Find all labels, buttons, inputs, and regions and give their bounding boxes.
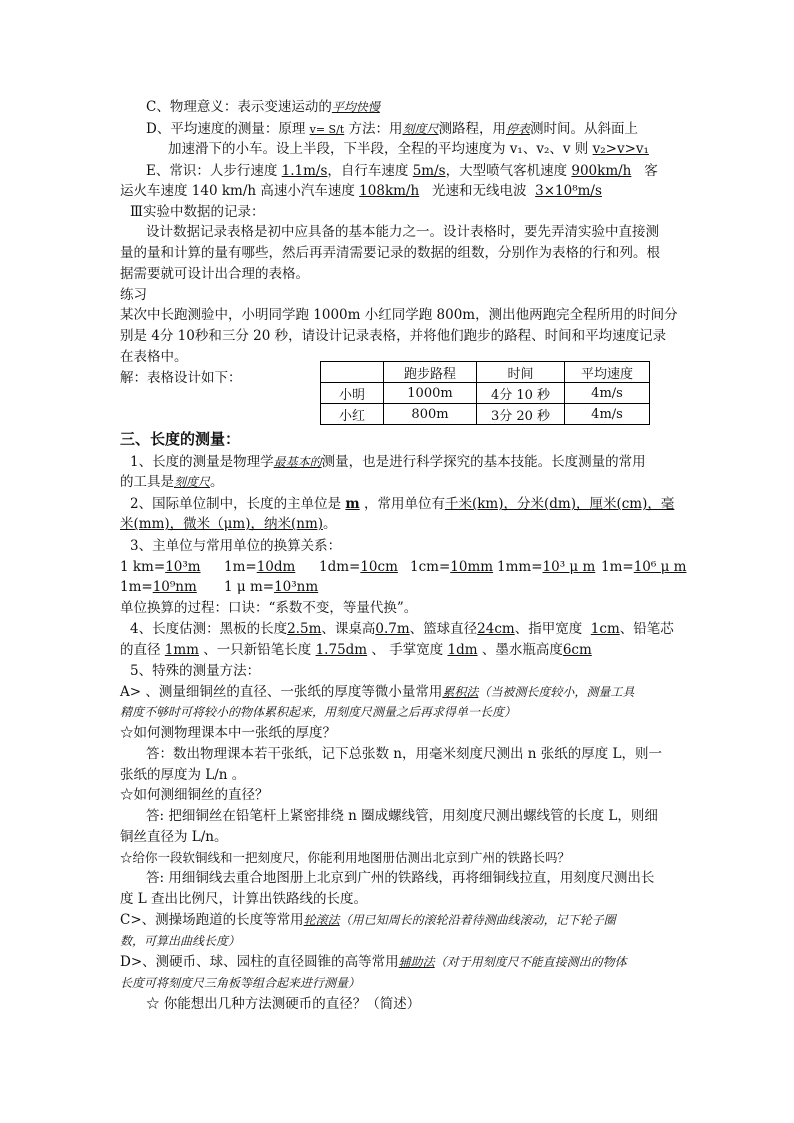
conv-lhs: 1m= bbox=[224, 559, 257, 575]
method-a-text: A> 、测量细铜丝的直径、一张纸的厚度等微小量常用 bbox=[120, 684, 443, 700]
section-3-para-1: 设计数据记录表格是初中应具备的基本能力之一。设计表格时，要先弄清实验中直接测 bbox=[146, 224, 659, 240]
table-cell: 小明 bbox=[321, 383, 384, 404]
e-text-a: E、常识：人步行速度 bbox=[146, 163, 278, 179]
method-c-text: C>、测操场跑道的长度等常用 bbox=[120, 912, 304, 928]
conv-lhs: 1m= bbox=[120, 579, 153, 595]
table-header bbox=[321, 362, 384, 383]
conv-value: 10⁹nm bbox=[152, 579, 197, 595]
l4-text: 、课桌高 bbox=[321, 621, 376, 637]
estimate-board: 2.5m bbox=[287, 621, 322, 637]
conv-lhs: 1dm= bbox=[319, 559, 361, 575]
table-row bbox=[321, 404, 650, 425]
question-paper: ☆如何测物理课本中一张纸的厚度？ bbox=[120, 725, 336, 741]
table-cell: 1000m bbox=[384, 383, 477, 404]
record-table bbox=[320, 361, 650, 425]
question-coin: ☆ 你能想出几种方法测硬币的直径？（简述） bbox=[146, 996, 421, 1012]
l4-text: 、铅笔芯 bbox=[619, 621, 674, 637]
table-cell: 小红 bbox=[321, 404, 384, 425]
answer-map-1: 答: 用细铜线去重合地图册上北京到广州的铁路线，再将细铜线拉直，用刻度尺测出长 bbox=[146, 870, 655, 886]
method-c-name: 轮滚法 bbox=[303, 913, 340, 927]
light-speed: 3×10⁸m/s bbox=[535, 183, 602, 199]
method-a-note-2: 精度不够时可将较小的物体累积起来，用刻度尺测量之后再求得单一长度） bbox=[120, 705, 517, 719]
section-c-line bbox=[146, 99, 380, 116]
section-3-heading: Ⅲ实验中数据的记录： bbox=[130, 204, 265, 220]
estimate-pencil: 1.75dm bbox=[315, 642, 368, 658]
section-d-text-c: 测路程，用 bbox=[438, 121, 507, 137]
method-d-name: 辅助法 bbox=[398, 955, 435, 969]
conversion bbox=[319, 559, 398, 576]
method-d-note: （对于用刻度尺不能直接测出的物体 bbox=[434, 955, 627, 969]
table-cell: 800m bbox=[384, 404, 477, 425]
table-header: 平均速度 bbox=[565, 362, 650, 383]
conv-lhs: 1mm= bbox=[497, 559, 543, 575]
exercise-answer: 解：表格设计如下： bbox=[120, 370, 242, 386]
length-item-2 bbox=[130, 496, 674, 513]
l4-text: 的直径 bbox=[120, 642, 161, 658]
estimate-desk: 0.7m bbox=[375, 621, 410, 637]
length-item-2b bbox=[120, 516, 337, 533]
section-d-line2-text: 加速滑下的小车。设上半段，下半段，全程的平均速度为 v₁、v₂、v 则 bbox=[168, 141, 589, 157]
bike-speed: 5m/s bbox=[412, 163, 446, 179]
method-a-note: （当被测长度较小，测量工具 bbox=[478, 685, 635, 699]
plane-speed: 900km/h bbox=[571, 163, 632, 179]
exercise-heading: 练习 bbox=[120, 287, 147, 303]
conversion bbox=[224, 559, 295, 576]
e-text-c: ，大型喷气客机速度 bbox=[445, 163, 568, 179]
length-heading: 三、长度的测量： bbox=[120, 430, 241, 448]
length-item-3: 3、主单位与常用单位的换算关系： bbox=[130, 538, 342, 554]
length-item-1b bbox=[120, 474, 224, 491]
units-list-1: 千米(km)，分米(dm)，厘米(cm)，毫 bbox=[444, 496, 675, 512]
method-c-note: （用已知周长的滚轮沿着待测曲线滚动，记下轮子圈 bbox=[339, 913, 616, 927]
section-c-label: C、物理意义：表示变速运动的 bbox=[146, 99, 332, 115]
method-a bbox=[120, 684, 634, 701]
table-cell: 4分 10 秒 bbox=[477, 383, 565, 404]
l2-text-a: 2、国际单位制中，长度的主单位是 bbox=[130, 496, 342, 512]
l2-end: 。 bbox=[323, 516, 337, 532]
l4-text: 、墨水瓶高度 bbox=[481, 642, 563, 658]
conv-lhs: 1 μ m= bbox=[224, 579, 275, 595]
conv-value: 10dm bbox=[256, 559, 296, 575]
speed-formula: v= S/t bbox=[309, 123, 345, 136]
table-row bbox=[321, 383, 650, 404]
table-cell: 4m/s bbox=[565, 383, 650, 404]
table-header-row bbox=[321, 362, 650, 383]
conversion-process: 单位换算的过程：口诀：“系数不变，等量代换”。 bbox=[120, 600, 418, 616]
section-3-para-2: 量的量和计算的量有哪些，然后再弄清需要记录的数据的组数，分别作为表格的行和列。根 bbox=[120, 245, 660, 261]
section-d-line2 bbox=[168, 141, 649, 158]
estimate-palm: 1dm bbox=[447, 642, 478, 658]
length-item-1 bbox=[130, 454, 646, 471]
conv-value: 10⁶ μ m bbox=[633, 559, 687, 575]
main-unit: m bbox=[345, 496, 360, 512]
answer-paper-1: 答：数出物理课本若干张纸，记下总张数 n，用毫米刻度尺测出 n 张纸的厚度 L，则一 bbox=[146, 746, 663, 762]
l1-answer: 最基本的 bbox=[273, 455, 322, 469]
section-d-text: D、平均速度的测量：原理 bbox=[146, 121, 306, 137]
conversion bbox=[601, 559, 686, 576]
estimate-nail: 1cm bbox=[590, 621, 620, 637]
answer-wire-2: 铜丝直径为 L/n。 bbox=[120, 829, 228, 845]
conv-value: 10³nm bbox=[274, 579, 319, 595]
table-header: 跑步路程 bbox=[384, 362, 477, 383]
method-d-note-2: 长度可将刻度尺三角板等组合起来进行测量） bbox=[120, 976, 361, 990]
method-c bbox=[120, 912, 616, 929]
units-list-2: 米(mm)，微米（μm)，纳米(nm) bbox=[120, 516, 324, 532]
l1-text-d: 。 bbox=[210, 474, 224, 490]
tool-ruler: 刻度尺 bbox=[402, 122, 439, 136]
conv-value: 10mm bbox=[450, 559, 494, 575]
section-d-answer: v₂>v>v₁ bbox=[592, 141, 649, 157]
length-item-4 bbox=[130, 621, 674, 638]
section-3-para-3: 据需要就可设计出合理的表格。 bbox=[120, 266, 309, 282]
method-c-note-2: 数，可算出曲线长度） bbox=[120, 934, 241, 948]
estimate-lead: 1mm bbox=[164, 642, 199, 658]
exercise-question-1: 某次中长跑测验中，小明同学跑 1000m 小红同学跑 800m，测出他两跑完全程所用的时间分 bbox=[120, 307, 678, 323]
l2-text-b: ，常用单位有 bbox=[363, 496, 445, 512]
section-c-answer: 平均快慢 bbox=[331, 100, 380, 114]
answer-wire-1: 答: 把细铜丝在铅笔杆上紧密排绕 n 圈成螺线管，用刻度尺测出螺线管的长度 L，则细 bbox=[146, 808, 658, 824]
l4-text: 、篮球直径 bbox=[409, 621, 478, 637]
conv-lhs: 1cm= bbox=[410, 559, 451, 575]
e-text-f: 光速和无线电波 bbox=[432, 183, 527, 199]
exercise-question-2: 别是 4分 10秒和三分 20 秒，请设计记录表格，并将他们跑步的路程、时间和平均速度记录 bbox=[120, 328, 667, 344]
walk-speed: 1.1m/s bbox=[281, 163, 328, 179]
length-item-4b bbox=[120, 642, 592, 659]
conv-value: 10³m bbox=[165, 559, 201, 575]
l1-text-c: 的工具是 bbox=[120, 474, 174, 490]
exercise-question-3: 在表格中。 bbox=[120, 349, 188, 365]
e-text-e: 运火车速度 140 km/h 高速小汽车速度 bbox=[120, 183, 355, 199]
l1-tool: 刻度尺 bbox=[174, 475, 211, 489]
section-e-line2 bbox=[120, 183, 602, 200]
conv-value: 10cm bbox=[360, 559, 398, 575]
method-d bbox=[120, 954, 627, 971]
table-header: 时间 bbox=[477, 362, 565, 383]
conversion bbox=[120, 559, 201, 576]
l1-text-b: 测量，也是进行科学探究的基本技能。长度测量的常用 bbox=[321, 454, 646, 470]
l4-text: 、 手掌宽度 bbox=[371, 642, 444, 658]
conv-lhs: 1 km= bbox=[120, 559, 166, 575]
e-text-b: ，自行车速度 bbox=[327, 163, 409, 179]
conversion bbox=[497, 559, 595, 576]
l4-text: 4、长度估测：黑板的长度 bbox=[130, 621, 288, 637]
section-d-text-d: 测时间。从斜面上 bbox=[530, 121, 639, 137]
l4-text: 、一只新铅笔长度 bbox=[203, 642, 312, 658]
section-d-text-b: 方法：用 bbox=[348, 121, 403, 137]
answer-paper-2: 张纸的厚度为 L/n 。 bbox=[120, 767, 246, 783]
l1-text-a: 1、长度的测量是物理学 bbox=[130, 454, 274, 470]
estimate-ball: 24cm bbox=[477, 621, 515, 637]
question-map: ☆给你一段软铜线和一把刻度尺，你能利用地图册估测出北京到广州的铁路长吗？ bbox=[120, 850, 571, 865]
length-item-5: 5、特殊的测量方法： bbox=[130, 663, 261, 679]
section-d-line1 bbox=[146, 121, 638, 138]
estimate-ink: 6cm bbox=[562, 642, 592, 658]
l4-text: 、指甲宽度 bbox=[514, 621, 583, 637]
section-e-line1 bbox=[146, 163, 658, 180]
table-cell: 4m/s bbox=[565, 404, 650, 425]
tool-stopwatch: 停表 bbox=[506, 122, 531, 136]
e-text-d: 客 bbox=[644, 163, 658, 179]
conv-value: 10³ μ m bbox=[542, 559, 596, 575]
conv-lhs: 1m= bbox=[601, 559, 634, 575]
car-speed: 108km/h bbox=[359, 183, 420, 199]
question-wire: ☆如何测细铜丝的直径？ bbox=[120, 787, 269, 803]
method-d-text: D>、测硬币、球、园柱的直径圆锥的高等常用 bbox=[120, 954, 399, 970]
conversion bbox=[410, 559, 493, 576]
table-cell: 3分 20 秒 bbox=[477, 404, 565, 425]
method-a-name: 累积法 bbox=[442, 685, 479, 699]
answer-map-2: 度 L 查出比例尺，计算出铁路线的长度。 bbox=[120, 891, 368, 907]
conversion bbox=[224, 579, 318, 596]
conversion bbox=[120, 579, 197, 596]
